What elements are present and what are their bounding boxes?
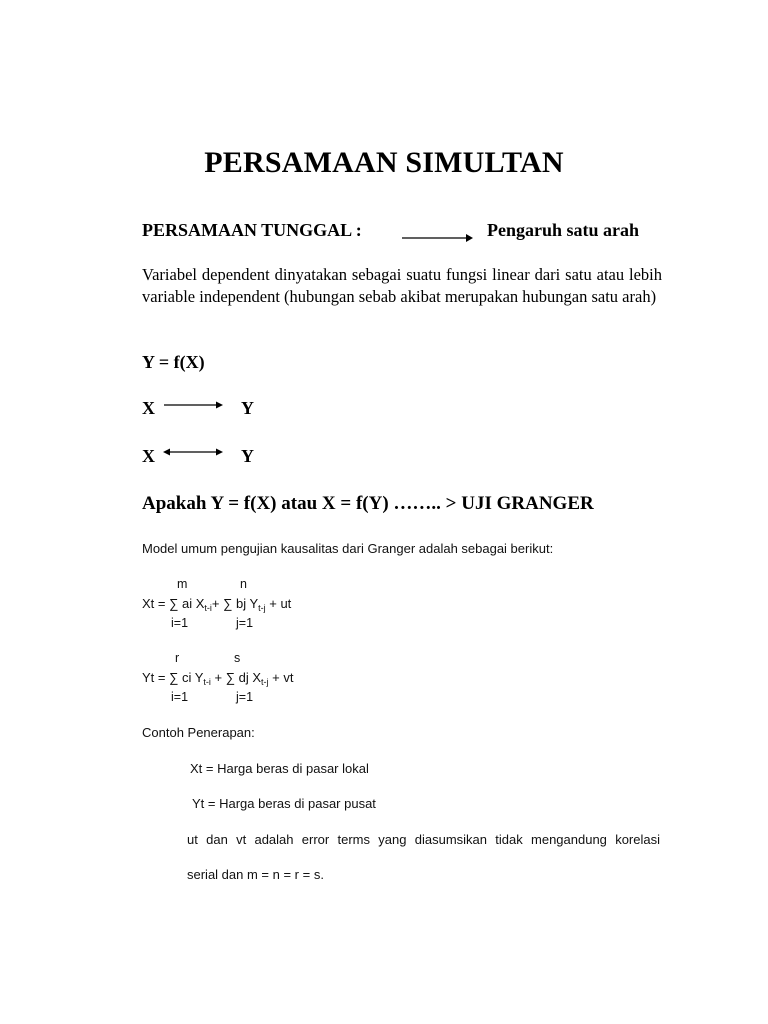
- error-terms-note: ut dan vt adalah error terms yang diasumsikan tidak mengandung korelasi: [187, 832, 660, 847]
- eq2-lower-limit-1: i=1: [171, 690, 189, 704]
- definition-paragraph: Variabel dependent dinyatakan sebagai suatu fungsi linear dari satu atau lebih variable independent (hubungan sebab akibat merupakan hubungan satu arah): [142, 265, 662, 306]
- eq1-upper-limit-1: m: [177, 577, 188, 591]
- eq1-lower-limit-1: i=1: [171, 616, 189, 630]
- relation2-right: Y: [241, 446, 254, 466]
- relation1-right: Y: [241, 398, 254, 418]
- granger-question: Apakah Y = f(X) atau X = f(Y) …….. > UJI GRANGER: [142, 493, 594, 514]
- relation1-left: X: [142, 398, 155, 418]
- eq2-upper-limit-1: r: [175, 651, 180, 665]
- single-equation-label: PERSAMAAN TUNGGAL :: [142, 220, 362, 240]
- example-label: Contoh Penerapan:: [142, 725, 255, 740]
- relation2-left: X: [142, 446, 155, 466]
- eq2-upper-limit-2: s: [234, 651, 241, 665]
- model-intro: Model umum pengujian kausalitas dari Granger adalah sebagai berikut:: [142, 541, 554, 556]
- eq2-formula: Yt = ∑ ci $Y_{t-i}$ + ∑ dj $X_{t-j}$ + vt: [142, 670, 294, 687]
- example-yt: Yt = Harga beras di pasar pusat: [192, 796, 376, 811]
- double-arrow-icon: [162, 446, 224, 458]
- page-title: PERSAMAAN SIMULTAN: [204, 146, 564, 179]
- eq1-formula: Xt = ∑ ai $X_{t-i}+$ ∑ bj $Y_{t-j}$ + ut: [142, 596, 292, 613]
- error-terms-note-cont: serial dan m = n = r = s.: [187, 867, 324, 882]
- eq2-lower-limit-2: j=1: [236, 690, 254, 704]
- eq1-upper-limit-2: n: [240, 577, 247, 591]
- right-arrow-icon: [400, 232, 474, 244]
- function-equation: Y = f(X): [142, 352, 205, 372]
- eq1-lower-limit-2: j=1: [236, 616, 254, 630]
- right-arrow-icon: [162, 399, 224, 411]
- single-equation-result: Pengaruh satu arah: [487, 220, 640, 240]
- example-xt: Xt = Harga beras di pasar lokal: [190, 761, 369, 776]
